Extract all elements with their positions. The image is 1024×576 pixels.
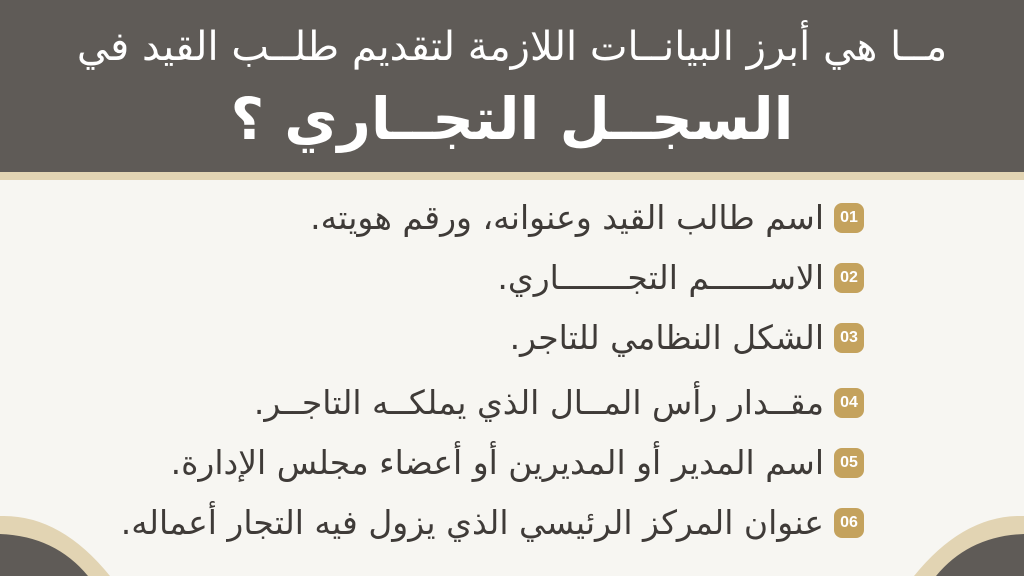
list-item xyxy=(497,253,864,303)
item-number-badge: 03 xyxy=(834,323,864,353)
item-text: عنوان المركز الرئيسي الذي يزول فيه التجار أعماله. xyxy=(120,503,824,542)
list-item xyxy=(171,438,864,488)
list-item xyxy=(510,313,864,363)
corner-decoration-right xyxy=(854,486,1024,576)
corner-decoration-left xyxy=(0,486,170,576)
item-text: مقــدار رأس المــال الذي يملكــه التاجــر. xyxy=(253,383,824,422)
item-text: اسم طالب القيد وعنوانه، ورقم هويته. xyxy=(310,198,824,237)
list-item xyxy=(121,498,864,548)
list-item xyxy=(310,193,864,243)
item-number-badge: 04 xyxy=(834,388,864,418)
title-line-2: السجــل التجــاري ؟ xyxy=(230,85,794,153)
item-number-badge: 01 xyxy=(834,203,864,233)
item-text: اسم المدير أو المديرين أو أعضاء مجلس الإدارة. xyxy=(170,443,824,482)
item-text: الاســــــم التجـــــــاري. xyxy=(497,258,824,297)
item-number-badge: 05 xyxy=(834,448,864,478)
title-line-1: مــا هي أبرز البيانــات اللازمة لتقديم طلــب القيد في xyxy=(76,24,948,70)
item-number-badge: 06 xyxy=(834,508,864,538)
item-number-badge: 02 xyxy=(834,263,864,293)
list-item xyxy=(254,378,864,428)
item-text: الشكل النظامي للتاجر. xyxy=(509,318,824,357)
